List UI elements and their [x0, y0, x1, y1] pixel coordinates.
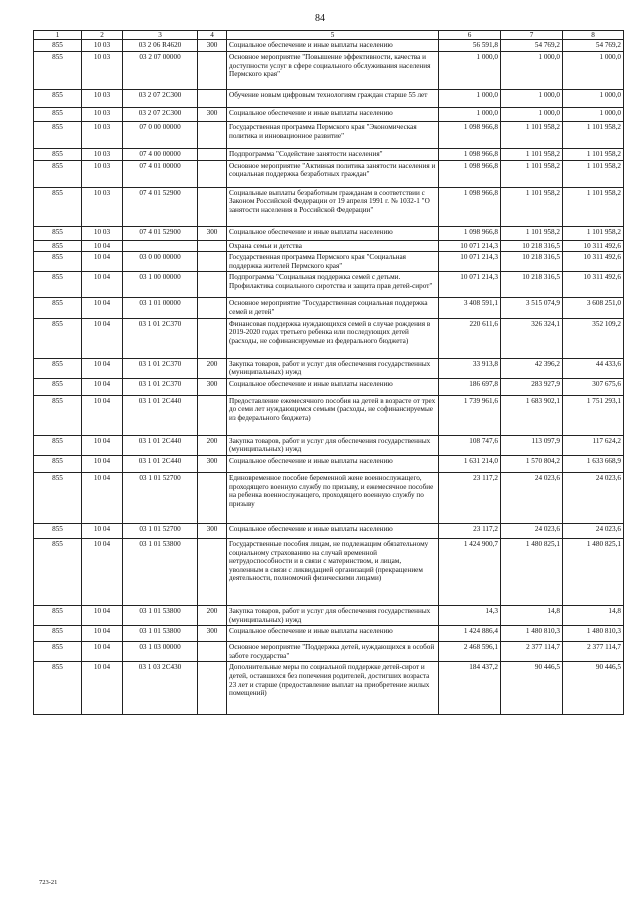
column-header: 8	[563, 31, 624, 40]
amount-year3-cell: 117 624,2	[563, 435, 624, 455]
description-cell: Социальное обеспечение и иные выплаты населению	[227, 226, 439, 240]
amount-year2-cell: 1 000,0	[501, 90, 563, 108]
expense-type-cell	[198, 187, 227, 226]
section-code-cell: 10 04	[82, 298, 123, 318]
admin-code-cell: 855	[34, 187, 82, 226]
expense-type-cell	[198, 90, 227, 108]
target-article-cell: 03 1 01 53800	[123, 605, 198, 625]
admin-code-cell: 855	[34, 455, 82, 472]
admin-code-cell: 855	[34, 626, 82, 642]
description-cell: Социальное обеспечение и иные выплаты населению	[227, 40, 439, 52]
table-row	[34, 272, 624, 298]
amount-year1-cell: 1 424 900,7	[439, 538, 501, 605]
amount-year2-cell: 24 023,6	[501, 523, 563, 538]
target-article-cell: 03 0 00 00000	[123, 252, 198, 272]
amount-year1-cell: 33 913,8	[439, 358, 501, 378]
amount-year2-cell: 326 324,1	[501, 318, 563, 358]
section-code-cell: 10 03	[82, 149, 123, 161]
amount-year3-cell: 10 311 492,6	[563, 252, 624, 272]
table-row	[34, 472, 624, 523]
section-code-cell: 10 04	[82, 378, 123, 395]
amount-year3-cell: 90 446,5	[563, 662, 624, 715]
section-code-cell: 10 03	[82, 40, 123, 52]
amount-year2-cell: 10 218 316,5	[501, 272, 563, 298]
target-article-cell: 03 1 01 2С440	[123, 395, 198, 435]
amount-year2-cell: 113 097,9	[501, 435, 563, 455]
amount-year1-cell: 23 117,2	[439, 472, 501, 523]
description-cell: Обучение новым цифровым технологиям граждан старше 55 лет	[227, 90, 439, 108]
expense-type-cell	[198, 298, 227, 318]
amount-year1-cell: 1 098 966,8	[439, 160, 501, 187]
description-cell: Социальное обеспечение и иные выплаты населению	[227, 378, 439, 395]
admin-code-cell: 855	[34, 240, 82, 252]
amount-year3-cell: 1 000,0	[563, 108, 624, 122]
description-cell: Закупка товаров, работ и услуг для обеспечения государственных (муниципальных) нужд	[227, 435, 439, 455]
table-row	[34, 52, 624, 90]
amount-year2-cell: 1 000,0	[501, 108, 563, 122]
page-number: 84	[315, 13, 325, 24]
amount-year1-cell: 186 697,8	[439, 378, 501, 395]
admin-code-cell: 855	[34, 523, 82, 538]
expense-type-cell	[198, 272, 227, 298]
admin-code-cell: 855	[34, 40, 82, 52]
column-header: 2	[82, 31, 123, 40]
section-code-cell: 10 04	[82, 642, 123, 662]
admin-code-cell: 855	[34, 298, 82, 318]
amount-year1-cell: 14,3	[439, 605, 501, 625]
target-article-cell: 03 1 01 00000	[123, 298, 198, 318]
section-code-cell: 10 03	[82, 52, 123, 90]
description-cell: Государственные пособия лицам, не подлежащим обязательному социальному страхованию на случай временной нетрудоспособности и в связи с материнством, и лицам, уволенным в связи с ликвидацией организаций (прекращением деятельности, полномочий физическими лицами)	[227, 538, 439, 605]
admin-code-cell: 855	[34, 395, 82, 435]
amount-year1-cell: 56 591,8	[439, 40, 501, 52]
target-article-cell: 03 1 01 2С440	[123, 435, 198, 455]
column-header: 3	[123, 31, 198, 40]
admin-code-cell: 855	[34, 52, 82, 90]
amount-year1-cell: 108 747,6	[439, 435, 501, 455]
amount-year2-cell: 1 480 825,1	[501, 538, 563, 605]
amount-year3-cell: 1 751 293,1	[563, 395, 624, 435]
admin-code-cell: 855	[34, 108, 82, 122]
amount-year3-cell: 1 101 958,2	[563, 122, 624, 149]
admin-code-cell: 855	[34, 435, 82, 455]
target-article-cell: 03 1 01 52700	[123, 472, 198, 523]
description-cell: Подпрограмма "Содействие занятости населения"	[227, 149, 439, 161]
amount-year1-cell: 23 117,2	[439, 523, 501, 538]
target-article-cell: 03 1 01 2С370	[123, 378, 198, 395]
section-code-cell: 10 04	[82, 358, 123, 378]
table-row	[34, 90, 624, 108]
expense-type-cell: 300	[198, 626, 227, 642]
table-row	[34, 40, 624, 52]
table-row	[34, 226, 624, 240]
admin-code-cell: 855	[34, 149, 82, 161]
admin-code-cell: 855	[34, 272, 82, 298]
amount-year2-cell: 1 101 958,2	[501, 149, 563, 161]
table-row	[34, 395, 624, 435]
amount-year3-cell: 24 023,6	[563, 472, 624, 523]
amount-year1-cell: 1 098 966,8	[439, 149, 501, 161]
description-cell: Подпрограмма "Социальная поддержка семей с детьми. Профилактика социального сиротства и защита прав детей-сирот"	[227, 272, 439, 298]
amount-year1-cell: 10 071 214,3	[439, 272, 501, 298]
target-article-cell: 03 1 03 2С430	[123, 662, 198, 715]
section-code-cell: 10 04	[82, 605, 123, 625]
target-article-cell: 03 2 07 2С300	[123, 108, 198, 122]
admin-code-cell: 855	[34, 252, 82, 272]
table-row	[34, 252, 624, 272]
column-number-header	[34, 31, 624, 40]
expense-type-cell: 200	[198, 358, 227, 378]
expense-type-cell: 300	[198, 378, 227, 395]
section-code-cell: 10 04	[82, 455, 123, 472]
amount-year3-cell: 10 311 492,6	[563, 240, 624, 252]
section-code-cell: 10 04	[82, 395, 123, 435]
amount-year2-cell: 1 683 902,1	[501, 395, 563, 435]
description-cell: Единовременное пособие беременной жене военнослужащего, проходящего военную службу по призыву, и ежемесячное пособие на ребенка военнослужащего, проходящего военную службу по призыву	[227, 472, 439, 523]
amount-year3-cell: 307 675,6	[563, 378, 624, 395]
description-cell: Охрана семьи и детства	[227, 240, 439, 252]
description-cell: Закупка товаров, работ и услуг для обеспечения государственных (муниципальных) нужд	[227, 605, 439, 625]
amount-year2-cell: 1 101 958,2	[501, 187, 563, 226]
amount-year2-cell: 1 000,0	[501, 52, 563, 90]
amount-year2-cell: 1 101 958,2	[501, 122, 563, 149]
description-cell: Социальное обеспечение и иные выплаты населению	[227, 455, 439, 472]
admin-code-cell: 855	[34, 90, 82, 108]
amount-year2-cell: 1 480 810,3	[501, 626, 563, 642]
expense-type-cell: 300	[198, 523, 227, 538]
amount-year1-cell: 1 000,0	[439, 108, 501, 122]
target-article-cell: 03 1 01 2С440	[123, 455, 198, 472]
target-article-cell: 03 2 06 R4620	[123, 40, 198, 52]
footer-code: 723-21	[39, 879, 58, 886]
target-article-cell: 03 1 01 2С370	[123, 318, 198, 358]
amount-year3-cell: 54 769,2	[563, 40, 624, 52]
admin-code-cell: 855	[34, 662, 82, 715]
description-cell: Дополнительные меры по социальной поддержке детей-сирот и детей, оставшихся без попечения родителей, достигших возраста 23 лет и старше (предоставление выплат на приобретение жилых помещений)	[227, 662, 439, 715]
amount-year1-cell: 10 071 214,3	[439, 240, 501, 252]
column-header: 5	[227, 31, 439, 40]
target-article-cell: 03 1 01 53800	[123, 538, 198, 605]
expense-type-cell	[198, 122, 227, 149]
section-code-cell: 10 03	[82, 160, 123, 187]
expense-type-cell	[198, 318, 227, 358]
description-cell: Основное мероприятие "Государственная социальная поддержка семей и детей"	[227, 298, 439, 318]
target-article-cell: 03 2 07 2С300	[123, 90, 198, 108]
table-row	[34, 605, 624, 625]
table-row	[34, 160, 624, 187]
description-cell: Основное мероприятие "Активная политика занятости населения и социальная поддержка безработных граждан"	[227, 160, 439, 187]
section-code-cell: 10 04	[82, 538, 123, 605]
amount-year3-cell: 1 480 825,1	[563, 538, 624, 605]
section-code-cell: 10 04	[82, 523, 123, 538]
amount-year3-cell: 10 311 492,6	[563, 272, 624, 298]
target-article-cell: 07 4 01 00000	[123, 160, 198, 187]
section-code-cell: 10 04	[82, 662, 123, 715]
amount-year3-cell: 1 101 958,2	[563, 160, 624, 187]
description-cell: Государственная программа Пермского края "Социальная поддержка жителей Пермского края"	[227, 252, 439, 272]
admin-code-cell: 855	[34, 538, 82, 605]
expense-type-cell	[198, 252, 227, 272]
amount-year2-cell: 14,8	[501, 605, 563, 625]
target-article-cell: 03 1 00 00000	[123, 272, 198, 298]
table-row	[34, 662, 624, 715]
amount-year3-cell: 1 000,0	[563, 52, 624, 90]
expense-type-cell	[198, 395, 227, 435]
section-code-cell: 10 04	[82, 435, 123, 455]
amount-year3-cell: 2 377 114,7	[563, 642, 624, 662]
table-row	[34, 187, 624, 226]
expense-type-cell	[198, 160, 227, 187]
amount-year2-cell: 90 446,5	[501, 662, 563, 715]
amount-year2-cell: 1 570 804,2	[501, 455, 563, 472]
amount-year1-cell: 2 468 596,1	[439, 642, 501, 662]
amount-year1-cell: 1 098 966,8	[439, 187, 501, 226]
description-cell: Предоставление ежемесячного пособия на детей в возрасте от трех до семи лет нуждающимся семьям (расходы, не софинансируемые из федерального бюджета)	[227, 395, 439, 435]
amount-year1-cell: 1 000,0	[439, 90, 501, 108]
table-row	[34, 435, 624, 455]
target-article-cell: 03 1 03 00000	[123, 642, 198, 662]
target-article-cell	[123, 240, 198, 252]
amount-year3-cell: 24 023,6	[563, 523, 624, 538]
expense-type-cell	[198, 240, 227, 252]
table-row	[34, 378, 624, 395]
section-code-cell: 10 04	[82, 626, 123, 642]
expense-type-cell: 300	[198, 108, 227, 122]
column-header: 7	[501, 31, 563, 40]
amount-year1-cell: 1 000,0	[439, 52, 501, 90]
admin-code-cell: 855	[34, 226, 82, 240]
column-header: 6	[439, 31, 501, 40]
amount-year1-cell: 1 631 214,0	[439, 455, 501, 472]
amount-year3-cell: 1 101 958,2	[563, 149, 624, 161]
budget-table	[33, 30, 624, 715]
amount-year1-cell: 220 611,6	[439, 318, 501, 358]
admin-code-cell: 855	[34, 122, 82, 149]
target-article-cell: 07 0 00 00000	[123, 122, 198, 149]
table-row	[34, 642, 624, 662]
table-row	[34, 122, 624, 149]
target-article-cell: 07 4 01 52900	[123, 187, 198, 226]
table-row	[34, 523, 624, 538]
amount-year1-cell: 1 424 886,4	[439, 626, 501, 642]
admin-code-cell: 855	[34, 160, 82, 187]
amount-year2-cell: 1 101 958,2	[501, 160, 563, 187]
description-cell: Социальное обеспечение и иные выплаты населению	[227, 108, 439, 122]
section-code-cell: 10 03	[82, 122, 123, 149]
amount-year3-cell: 1 633 668,9	[563, 455, 624, 472]
expense-type-cell	[198, 472, 227, 523]
description-cell: Закупка товаров, работ и услуг для обеспечения государственных (муниципальных) нужд	[227, 358, 439, 378]
amount-year3-cell: 3 608 251,0	[563, 298, 624, 318]
target-article-cell: 07 4 01 52900	[123, 226, 198, 240]
amount-year1-cell: 3 408 591,1	[439, 298, 501, 318]
amount-year1-cell: 184 437,2	[439, 662, 501, 715]
target-article-cell: 03 2 07 00000	[123, 52, 198, 90]
admin-code-cell: 855	[34, 358, 82, 378]
amount-year3-cell: 1 101 958,2	[563, 226, 624, 240]
expense-type-cell	[198, 52, 227, 90]
target-article-cell: 03 1 01 52700	[123, 523, 198, 538]
amount-year2-cell: 1 101 958,2	[501, 226, 563, 240]
amount-year3-cell: 352 109,2	[563, 318, 624, 358]
section-code-cell: 10 04	[82, 472, 123, 523]
expense-type-cell: 300	[198, 226, 227, 240]
target-article-cell: 03 1 01 53800	[123, 626, 198, 642]
amount-year2-cell: 10 218 316,5	[501, 240, 563, 252]
amount-year3-cell: 44 433,6	[563, 358, 624, 378]
section-code-cell: 10 03	[82, 187, 123, 226]
table-row	[34, 108, 624, 122]
expense-type-cell: 200	[198, 435, 227, 455]
target-article-cell: 03 1 01 2С370	[123, 358, 198, 378]
target-article-cell: 07 4 00 00000	[123, 149, 198, 161]
section-code-cell: 10 04	[82, 272, 123, 298]
amount-year3-cell: 14,8	[563, 605, 624, 625]
amount-year1-cell: 1 739 961,6	[439, 395, 501, 435]
table-row	[34, 358, 624, 378]
amount-year1-cell: 10 071 214,3	[439, 252, 501, 272]
table-row	[34, 318, 624, 358]
description-cell: Основное мероприятие "Поддержка детей, нуждающихся в особой заботе государства"	[227, 642, 439, 662]
table-row	[34, 298, 624, 318]
table-body	[34, 31, 624, 715]
amount-year2-cell: 10 218 316,5	[501, 252, 563, 272]
description-cell: Основное мероприятие "Повышение эффективности, качества и доступности услуг в сфере социального обслуживания населения Пермского края"	[227, 52, 439, 90]
section-code-cell: 10 03	[82, 226, 123, 240]
admin-code-cell: 855	[34, 378, 82, 395]
table-row	[34, 626, 624, 642]
table-row	[34, 538, 624, 605]
table-row	[34, 240, 624, 252]
amount-year1-cell: 1 098 966,8	[439, 226, 501, 240]
section-code-cell: 10 04	[82, 252, 123, 272]
expense-type-cell	[198, 149, 227, 161]
amount-year2-cell: 283 927,9	[501, 378, 563, 395]
expense-type-cell: 200	[198, 605, 227, 625]
amount-year2-cell: 54 769,2	[501, 40, 563, 52]
description-cell: Финансовая поддержка нуждающихся семей в случае рождения в 2019-2020 годах третьего ребенка или последующих детей (расходы, не софинансируемые из федерального бюджета)	[227, 318, 439, 358]
amount-year3-cell: 1 480 810,3	[563, 626, 624, 642]
admin-code-cell: 855	[34, 318, 82, 358]
amount-year1-cell: 1 098 966,8	[439, 122, 501, 149]
section-code-cell: 10 04	[82, 318, 123, 358]
amount-year2-cell: 24 023,6	[501, 472, 563, 523]
expense-type-cell	[198, 642, 227, 662]
expense-type-cell: 300	[198, 40, 227, 52]
amount-year2-cell: 42 396,2	[501, 358, 563, 378]
expense-type-cell	[198, 662, 227, 715]
description-cell: Социальное обеспечение и иные выплаты населению	[227, 523, 439, 538]
section-code-cell: 10 03	[82, 90, 123, 108]
amount-year3-cell: 1 000,0	[563, 90, 624, 108]
column-header: 1	[34, 31, 82, 40]
admin-code-cell: 855	[34, 642, 82, 662]
section-code-cell: 10 03	[82, 108, 123, 122]
description-cell: Государственная программа Пермского края "Экономическая политика и инновационное развитие"	[227, 122, 439, 149]
section-code-cell: 10 04	[82, 240, 123, 252]
admin-code-cell: 855	[34, 472, 82, 523]
table-row	[34, 149, 624, 161]
description-cell: Социальное обеспечение и иные выплаты населению	[227, 626, 439, 642]
amount-year3-cell: 1 101 958,2	[563, 187, 624, 226]
expense-type-cell	[198, 538, 227, 605]
amount-year2-cell: 2 377 114,7	[501, 642, 563, 662]
admin-code-cell: 855	[34, 605, 82, 625]
table-row	[34, 455, 624, 472]
expense-type-cell: 300	[198, 455, 227, 472]
column-header: 4	[198, 31, 227, 40]
amount-year2-cell: 3 515 074,9	[501, 298, 563, 318]
description-cell: Социальные выплаты безработным гражданам в соответствии с Законом Российской Федерации от 19 апреля 1991 г. № 1032-1 "О занятости населения в Российской Федерации"	[227, 187, 439, 226]
